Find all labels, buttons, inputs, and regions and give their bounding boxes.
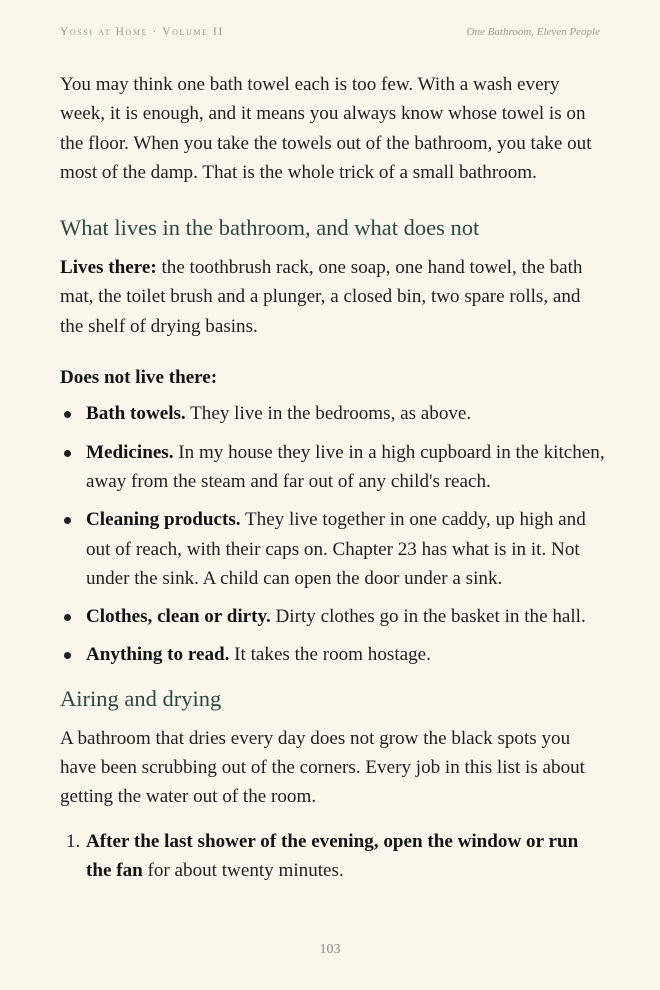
list-item-term: Cleaning products.: [86, 509, 241, 531]
list-item-text: It takes the room hostage.: [229, 644, 431, 666]
list-item-text: They live together in one caddy, up high and out of reach, with their caps on. Chapter 23 has what is in it. Not under the sink. A child can open the door under a sink.: [86, 509, 586, 589]
section-heading-airing: Airing and drying: [60, 685, 222, 711]
running-head: [60, 26, 600, 38]
step-text: for about twenty minutes.: [142, 859, 344, 881]
page-body: [60, 70, 605, 885]
does-not-live-list: [60, 399, 605, 669]
running-head-chapter-title: One Bathroom, Eleven People: [466, 26, 600, 38]
list-item-text: In my house they live in a high cupboard in the kitchen, away from the steam and far out of any child's reach.: [86, 441, 605, 492]
lives-there-text: the toothbrush rack, one soap, one hand towel, the bath mat, the toilet brush and a plunger, a closed bin, two spare rolls, and the shelf of drying basins.: [60, 257, 583, 337]
lives-there-label: Lives there:: [60, 257, 157, 279]
airing-steps-list: [60, 827, 605, 886]
step-bold-text: After the last shower of the evening, open the window or run the fan: [86, 830, 579, 881]
list-item: [60, 505, 605, 593]
running-head-book-title: Yossi at Home · Volume II: [60, 26, 224, 38]
does-not-live-label: Does not live there:: [60, 367, 218, 389]
list-item-text: They live in the bedrooms, as above.: [185, 403, 472, 425]
list-item: [60, 399, 605, 428]
intro-paragraph: You may think one bath towel each is too few. With a wash every week, it is enough, and it means you always know whose towel is on the floor. When you take the towels out of the bathroom, you take out most of the damp. That is the whole trick of a small bathroom.: [60, 74, 592, 183]
list-item: [60, 640, 605, 669]
airing-paragraph: A bathroom that dries every day does not grow the black spots you have been scrubbing out of the corners. Every job in this list is about getting the water out of the room.: [60, 727, 585, 808]
list-item-term: Bath towels.: [86, 403, 186, 425]
numbered-step: [60, 827, 605, 886]
list-item: [60, 602, 605, 631]
lives-there-paragraph: [60, 253, 605, 341]
list-item-term: Anything to read.: [86, 644, 230, 666]
list-item-text: Dirty clothes go in the basket in the hall.: [270, 606, 586, 628]
step-number: 1.: [66, 830, 81, 852]
page-number: 103: [319, 942, 341, 957]
section-heading-lives: What lives in the bathroom, and what does not: [60, 215, 480, 241]
list-item: [60, 438, 605, 497]
does-not-live-label-paragraph: [60, 363, 605, 392]
list-item-term: Clothes, clean or dirty.: [86, 606, 271, 628]
list-item-term: Medicines.: [86, 441, 174, 463]
